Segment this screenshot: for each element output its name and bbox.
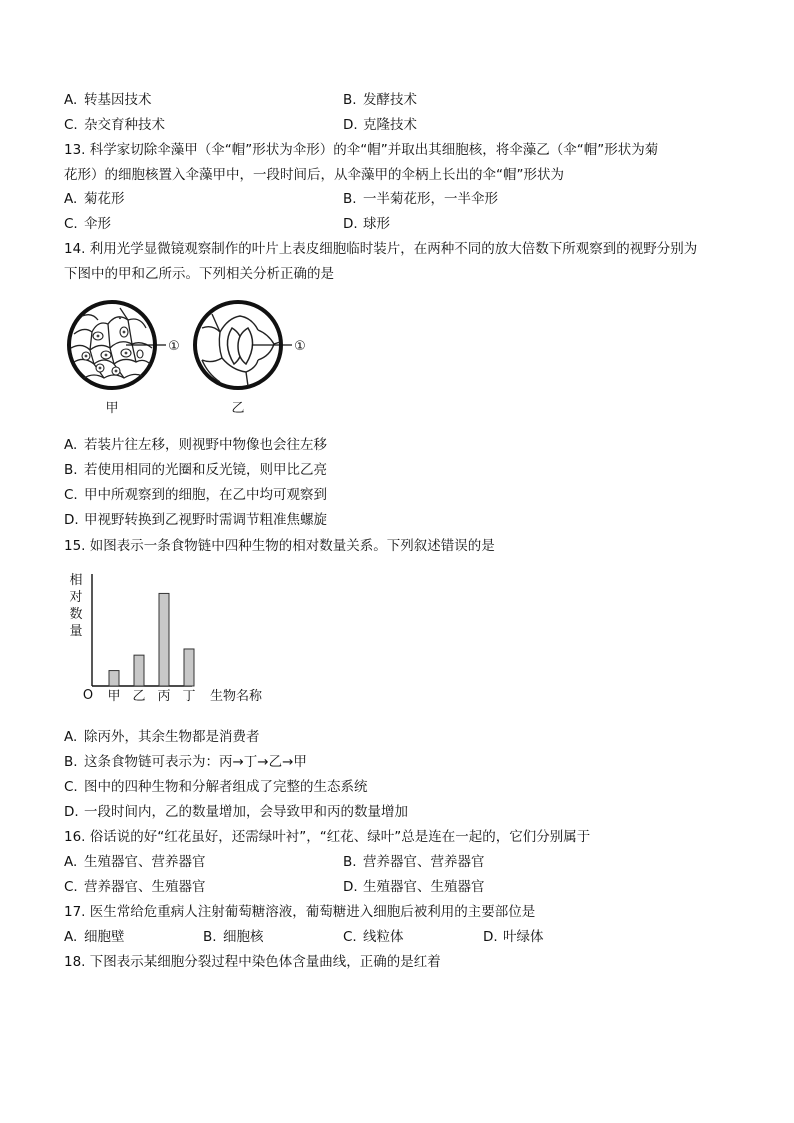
option-text: 细胞壁	[84, 929, 125, 945]
option-label: C.	[64, 487, 78, 503]
microscope-fields-figure	[62, 298, 332, 420]
y-axis-label-char: 对	[69, 590, 83, 605]
q16-option-b[interactable]	[343, 853, 485, 871]
option-text: 球形	[363, 216, 390, 232]
option-text: 菊花形	[84, 191, 125, 207]
q16-option-c[interactable]	[64, 878, 206, 896]
option-text: 克隆技术	[363, 117, 417, 133]
x-axis-label: 生物名称	[210, 689, 263, 704]
option-label: D.	[343, 117, 358, 133]
option-label: C.	[64, 216, 78, 232]
option-text: 发酵技术	[363, 92, 417, 108]
option-text: 转基因技术	[84, 92, 152, 108]
q17-option-d[interactable]	[483, 928, 544, 946]
q15-option-d[interactable]	[64, 803, 408, 821]
q13-option-a[interactable]	[64, 190, 125, 208]
option-label: A.	[64, 854, 78, 870]
option-label: A.	[64, 929, 78, 945]
bar-乙	[134, 655, 144, 686]
q18-stem: 18. 下图表示某细胞分裂过程中染色体含量曲线，正确的是红着	[64, 954, 441, 970]
option-label: B.	[64, 754, 78, 770]
option-label: A.	[64, 191, 78, 207]
option-label: B.	[64, 462, 78, 478]
q17-option-b[interactable]	[203, 928, 264, 946]
field-yi-label: 乙	[231, 401, 245, 416]
chart-bars	[109, 593, 194, 686]
q16-option-d[interactable]	[343, 878, 485, 896]
option-label: C.	[343, 929, 357, 945]
option-label: C.	[64, 779, 78, 795]
option-text: 除丙外，其余生物都是消费者	[84, 729, 260, 745]
x-tick-label: 丙	[157, 689, 171, 704]
option-label: B.	[343, 92, 357, 108]
q13-option-c[interactable]	[64, 215, 111, 233]
option-text: 杂交育种技术	[84, 117, 165, 133]
q14-option-c[interactable]	[64, 486, 327, 504]
q12-option-d[interactable]	[343, 116, 417, 134]
q16-option-a[interactable]	[64, 853, 206, 871]
option-text: 图中的四种生物和分解者组成了完整的生态系统	[84, 779, 368, 795]
q16-stem: 16. 俗话说的好“红花虽好，还需绿叶衬”，“红花、绿叶”总是连在一起的，它们分别属于	[64, 829, 591, 845]
option-text: 伞形	[84, 216, 111, 232]
marker-label: ①	[168, 339, 180, 354]
origin-label: O	[82, 688, 94, 703]
option-label: D.	[64, 512, 79, 528]
option-text: 营养器官、营养器官	[363, 854, 485, 870]
bar-丙	[159, 593, 169, 686]
q12-option-c[interactable]	[64, 116, 165, 134]
q12-option-a[interactable]	[64, 91, 152, 109]
x-tick-label: 丁	[182, 689, 196, 704]
q14-stem-line1: 14. 利用光学显微镜观察制作的叶片上表皮细胞临时装片，在两种不同的放大倍数下所观察到的视野分别为	[64, 241, 698, 257]
option-text: 细胞核	[223, 929, 264, 945]
option-text: 甲视野转换到乙视野时需调节粗准焦螺旋	[84, 512, 327, 528]
option-text: 叶绿体	[503, 929, 544, 945]
option-text: 一段时间内，乙的数量增加，会导致甲和丙的数量增加	[84, 804, 408, 820]
option-label: C.	[64, 879, 78, 895]
x-tick-label: 甲	[107, 689, 121, 704]
option-text: 营养器官、生殖器官	[84, 879, 206, 895]
q17-stem: 17. 医生常给危重病人注射葡萄糖溶液，葡萄糖进入细胞后被利用的主要部位是	[64, 904, 536, 920]
option-label: B.	[343, 191, 357, 207]
q13-stem-line1: 13. 科学家切除伞藻甲（伞“帽”形状为伞形）的伞“帽”并取出其细胞核，将伞藻乙（伞“帽”形状为菊	[64, 142, 659, 158]
option-label: D.	[483, 929, 498, 945]
bar-丁	[184, 649, 194, 686]
y-axis-label-char: 数	[69, 607, 83, 622]
q15-option-b[interactable]	[64, 753, 307, 771]
field-jia-label: 甲	[105, 401, 119, 416]
option-text: 若使用相同的光圈和反光镜，则甲比乙亮	[84, 462, 327, 478]
bar-甲	[109, 671, 119, 686]
option-text: 生殖器官、生殖器官	[363, 879, 485, 895]
option-label: A.	[64, 92, 78, 108]
option-label: D.	[343, 216, 358, 232]
x-tick-label: 乙	[132, 689, 146, 704]
q13-option-b[interactable]	[343, 190, 498, 208]
q13-option-d[interactable]	[343, 215, 390, 233]
y-axis-label-char: 量	[69, 624, 83, 639]
option-label: A.	[64, 437, 78, 453]
field-yi	[195, 302, 306, 416]
option-label: B.	[203, 929, 217, 945]
q14-stem-line2: 下图中的甲和乙所示。下列相关分析正确的是	[64, 266, 334, 282]
option-text: 若装片往左移，则视野中物像也会往左移	[84, 437, 327, 453]
option-text: 甲中所观察到的细胞，在乙中均可观察到	[84, 487, 327, 503]
q15-stem: 15. 如图表示一条食物链中四种生物的相对数量关系。下列叙述错误的是	[64, 538, 495, 554]
option-label: B.	[343, 854, 357, 870]
q14-option-d[interactable]	[64, 511, 327, 529]
option-label: D.	[343, 879, 358, 895]
option-text: 一半菊花形，一半伞形	[363, 191, 498, 207]
q14-option-b[interactable]	[64, 461, 327, 479]
q17-option-c[interactable]	[343, 928, 404, 946]
marker-label: ①	[294, 339, 306, 354]
field-jia	[69, 302, 180, 416]
option-text: 线粒体	[363, 929, 404, 945]
option-text: 生殖器官、营养器官	[84, 854, 206, 870]
option-text: 这条食物链可表示为：丙→丁→乙→甲	[84, 754, 307, 770]
q15-option-a[interactable]	[64, 728, 260, 746]
q15-option-c[interactable]	[64, 778, 368, 796]
q17-option-a[interactable]	[64, 928, 125, 946]
q14-option-a[interactable]	[64, 436, 327, 454]
q13-stem-line2: 花形）的细胞核置入伞藻甲中，一段时间后，从伞藻甲的伞柄上长出的伞“帽”形状为	[64, 167, 564, 183]
y-axis-label-char: 相	[69, 573, 83, 588]
option-label: A.	[64, 729, 78, 745]
food-chain-bar-chart	[62, 568, 282, 708]
q12-option-b[interactable]	[343, 91, 417, 109]
option-label: C.	[64, 117, 78, 133]
option-label: D.	[64, 804, 79, 820]
